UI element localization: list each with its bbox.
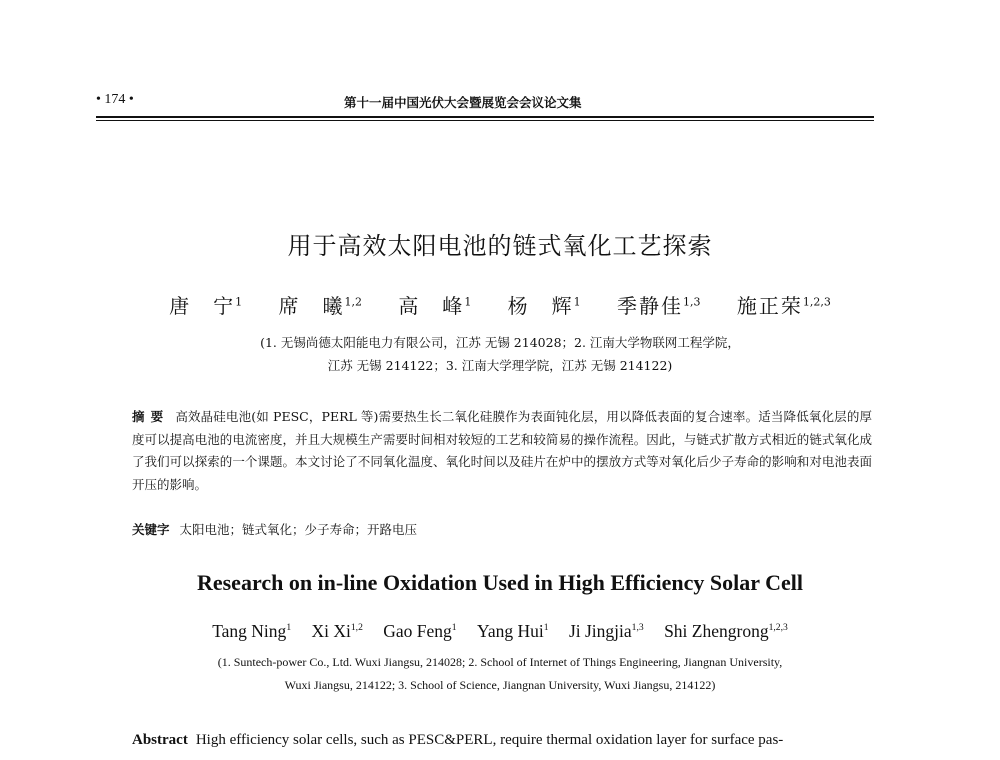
authors-chinese bbox=[0, 290, 1000, 319]
title-chinese: 用于高效太阳电池的链式氧化工艺探索 bbox=[287, 232, 713, 260]
title-english: Research on in-line Oxidation Used in High Efficiency Solar Cell bbox=[196, 570, 804, 595]
header-rule-thin bbox=[96, 120, 874, 121]
author-en: Tang Ning$^1$ bbox=[212, 621, 292, 641]
author-en: Yang Hui$^1$ bbox=[476, 621, 549, 641]
affiliation-en-line2: Wuxi Jiangsu, 214122; 3. School of Science, Jiangnan University, Wuxi Jiangsu, 214122) bbox=[284, 678, 716, 692]
author-cn: 季静佳$^{1,3}$ bbox=[617, 294, 701, 318]
abstract-en-text: High efficiency solar cells, such as PESC&PERL, require thermal oxidation layer for surface pas- bbox=[195, 732, 784, 748]
author-en: Xi Xi$^{1,2}$ bbox=[311, 621, 363, 641]
header-rule-thick bbox=[96, 116, 874, 118]
author-en: Gao Feng$^1$ bbox=[383, 621, 457, 641]
author-cn: 席 曦$^{1,2}$ bbox=[278, 294, 362, 318]
affiliation-en-line1: (1. Suntech-power Co., Ltd. Wuxi Jiangsu, 214028; 2. School of Internet of Things Engineering, Jiangnan University, bbox=[217, 655, 783, 669]
author-cn: 高 峰$^1$ bbox=[398, 294, 472, 318]
keywords-cn-text: 太阳电池；链式氧化；少子寿命；开路电压 bbox=[179, 522, 418, 537]
author-cn: 杨 辉$^1$ bbox=[507, 294, 581, 318]
author-cn: 施正荣$^{1,2,3}$ bbox=[736, 294, 831, 318]
affiliation-cn-line1: (1. 无锡尚德太阳能电力有限公司，江苏 无锡 214028；2. 江南大学物联网工程学院， bbox=[260, 335, 740, 350]
abstract-chinese bbox=[132, 406, 872, 496]
keywords-cn-label: 关键字 bbox=[132, 522, 170, 537]
author-cn: 唐 宁$^1$ bbox=[169, 294, 243, 318]
keywords-chinese bbox=[132, 520, 872, 538]
running-head bbox=[96, 92, 874, 112]
journal-title: 第十一届中国光伏大会暨展览会会议论文集 bbox=[344, 95, 582, 110]
authors-english bbox=[0, 621, 1000, 642]
page-number: • 174 • bbox=[96, 92, 134, 107]
affiliation-cn-line2: 江苏 无锡 214122；3. 江南大学理学院，江苏 无锡 214122) bbox=[327, 358, 673, 373]
abstract-cn-text: 高效晶硅电池(如 PESC，PERL 等)需要热生长二氧化硅膜作为表面钝化层，用以降低表面的复合速率。适当降低氧化层的厚度可以提高电池的电流密度，并且大规模生产需要时间相对较短的工艺和较简易的操作流程。因此，与链式扩散方式相近的链式氧化成了我们可以探索的一个课题。本文讨论了不同氧化温度、氧化时间以及硅片在炉中的摆放方式等对氧化后少子寿命的影响和对电池表面开压的影响。 bbox=[132, 409, 872, 492]
abstract-english bbox=[132, 729, 872, 751]
abstract-cn-label: 摘要 bbox=[132, 409, 170, 424]
author-en: Shi Zhengrong$^{1,2,3}$ bbox=[664, 621, 788, 641]
abstract-en-label: Abstract bbox=[132, 732, 188, 748]
author-en: Ji Jingjia$^{1,3}$ bbox=[568, 621, 644, 641]
